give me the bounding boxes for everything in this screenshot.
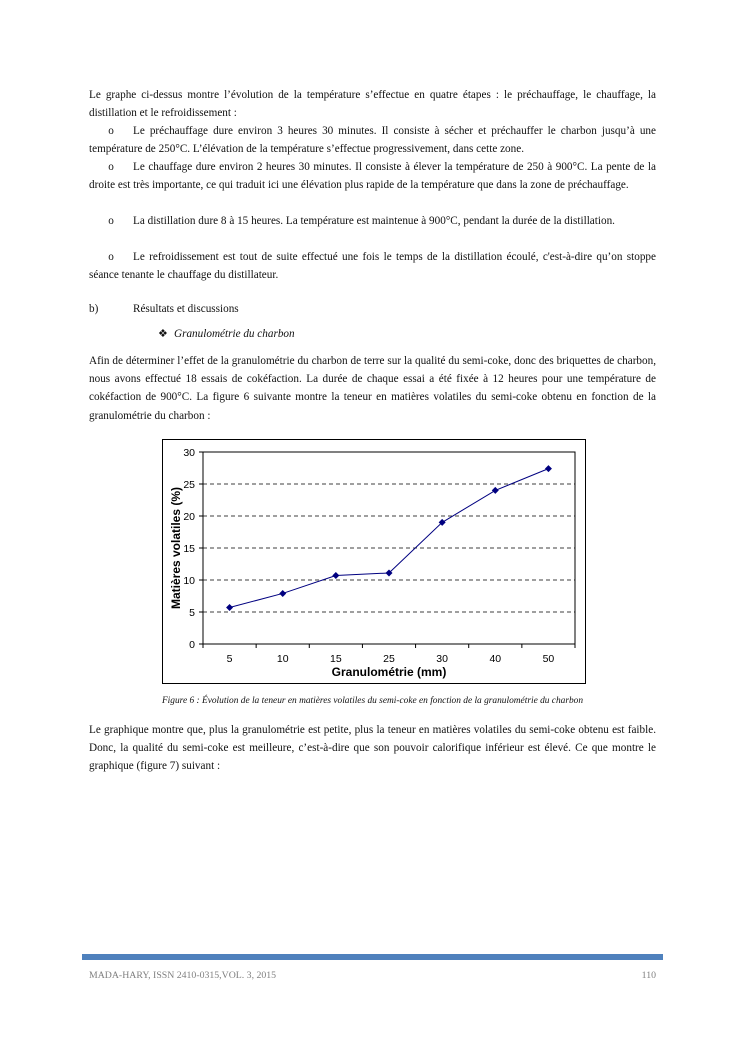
bullet-text: Le chauffage dure environ 2 heures 30 minutes. Il consiste à élever la température de 250 à 900°C. La pente de la droite est très importante, ce qui traduit ici une élévation plus rapide de la température que dans la zone de préchauffage. xyxy=(89,161,656,192)
body-paragraph: Le graphique montre que, plus la granulométrie est petite, plus la teneur en matières volatiles du semi-coke obtenu est faible. Donc, la qualité du semi-coke est meilleure, c’est-à-dire que son pouvoir calorifique inférieur est élevé. Ce que montre le graphique (figure 7) suivant : xyxy=(89,724,656,773)
data-point xyxy=(332,572,339,579)
body-paragraph: Afin de déterminer l’effet de la granulométrie du charbon de terre sur la qualité du semi-coke, donc des briquettes de charbon, nous avons effectué 18 essais de cokéfaction. La durée de chaque essai a été fixée à 12 heures pour une température de cokéfaction de 900°C. La figure 6 suivante montre la teneur en matières volatiles du semi-coke obtenu en fonction de la granulométrie du charbon : xyxy=(89,355,656,422)
footer-journal: MADA-HARY, ISSN 2410-0315,VOL. 3, 2015 xyxy=(89,970,277,981)
series-line xyxy=(230,469,549,608)
bullet-text: Le préchauffage dure environ 3 heures 30 minutes. Il consiste à sécher et préchauffer le charbon jusqu’à une température de 250°C. L’élévation de la température s’effectue progressivement, dans cette zone. xyxy=(89,125,656,156)
diamond-bullet-icon: ❖ xyxy=(158,328,169,340)
intro-paragraph: Le graphe ci-dessus montre l’évolution de la température s’effectue en quatre étapes : le préchauffage, le chauffage, la distillation et le refroidissement : xyxy=(89,89,656,120)
subsection-heading xyxy=(158,327,295,340)
bullet-marker: o xyxy=(108,125,114,137)
x-tick-label: 50 xyxy=(542,653,555,665)
x-tick-label: 40 xyxy=(489,653,502,665)
footer-bar xyxy=(82,954,663,960)
section-heading xyxy=(89,303,239,315)
data-point xyxy=(492,487,499,494)
subsection-title: Granulométrie du charbon xyxy=(174,328,295,340)
x-tick-label: 15 xyxy=(330,653,342,665)
section-letter: b) xyxy=(89,303,99,315)
bullet-text: La distillation dure 8 à 15 heures. La température est maintenue à 900°C, pendant la durée de la distillation. xyxy=(133,215,615,227)
y-tick-label: 15 xyxy=(183,543,195,555)
y-tick-label: 30 xyxy=(183,447,195,459)
section-title: Résultats et discussions xyxy=(133,303,239,315)
y-tick-label: 20 xyxy=(183,511,195,523)
y-tick-label: 5 xyxy=(189,607,195,619)
bullet-marker: o xyxy=(108,251,114,263)
x-tick-label: 25 xyxy=(383,653,395,665)
data-point xyxy=(545,465,552,472)
bullet-text: Le refroidissement est tout de suite effectué une fois le temps de la distillation écoulé, c'est-à-dire qu’on stoppe séance tenante le chauffage du distillateur. xyxy=(89,251,656,282)
x-tick-label: 5 xyxy=(226,653,233,665)
chart-frame xyxy=(162,439,586,684)
y-axis-label: Matières volatiles (%) xyxy=(169,486,183,610)
data-point xyxy=(226,604,233,611)
bullet-item xyxy=(89,248,656,284)
figure-caption: Figure 6 : Évolution de la teneur en matières volatiles du semi-coke en fonction de la granulométrie du charbon xyxy=(161,696,584,706)
x-tick-label: 10 xyxy=(276,653,289,665)
data-point xyxy=(279,590,286,597)
page-number: 110 xyxy=(641,970,656,981)
x-tick-label: 30 xyxy=(436,653,448,665)
x-axis-label: Granulométrie (mm) xyxy=(331,665,447,679)
y-tick-label: 25 xyxy=(183,479,195,491)
bullet-marker: o xyxy=(108,161,114,173)
y-tick-label: 10 xyxy=(183,575,195,587)
y-tick-label: 0 xyxy=(189,639,195,651)
bullet-item xyxy=(89,122,656,158)
line-chart xyxy=(163,440,585,683)
bullet-item xyxy=(89,158,656,194)
bullet-marker: o xyxy=(108,215,114,227)
bullet-item xyxy=(89,212,656,230)
